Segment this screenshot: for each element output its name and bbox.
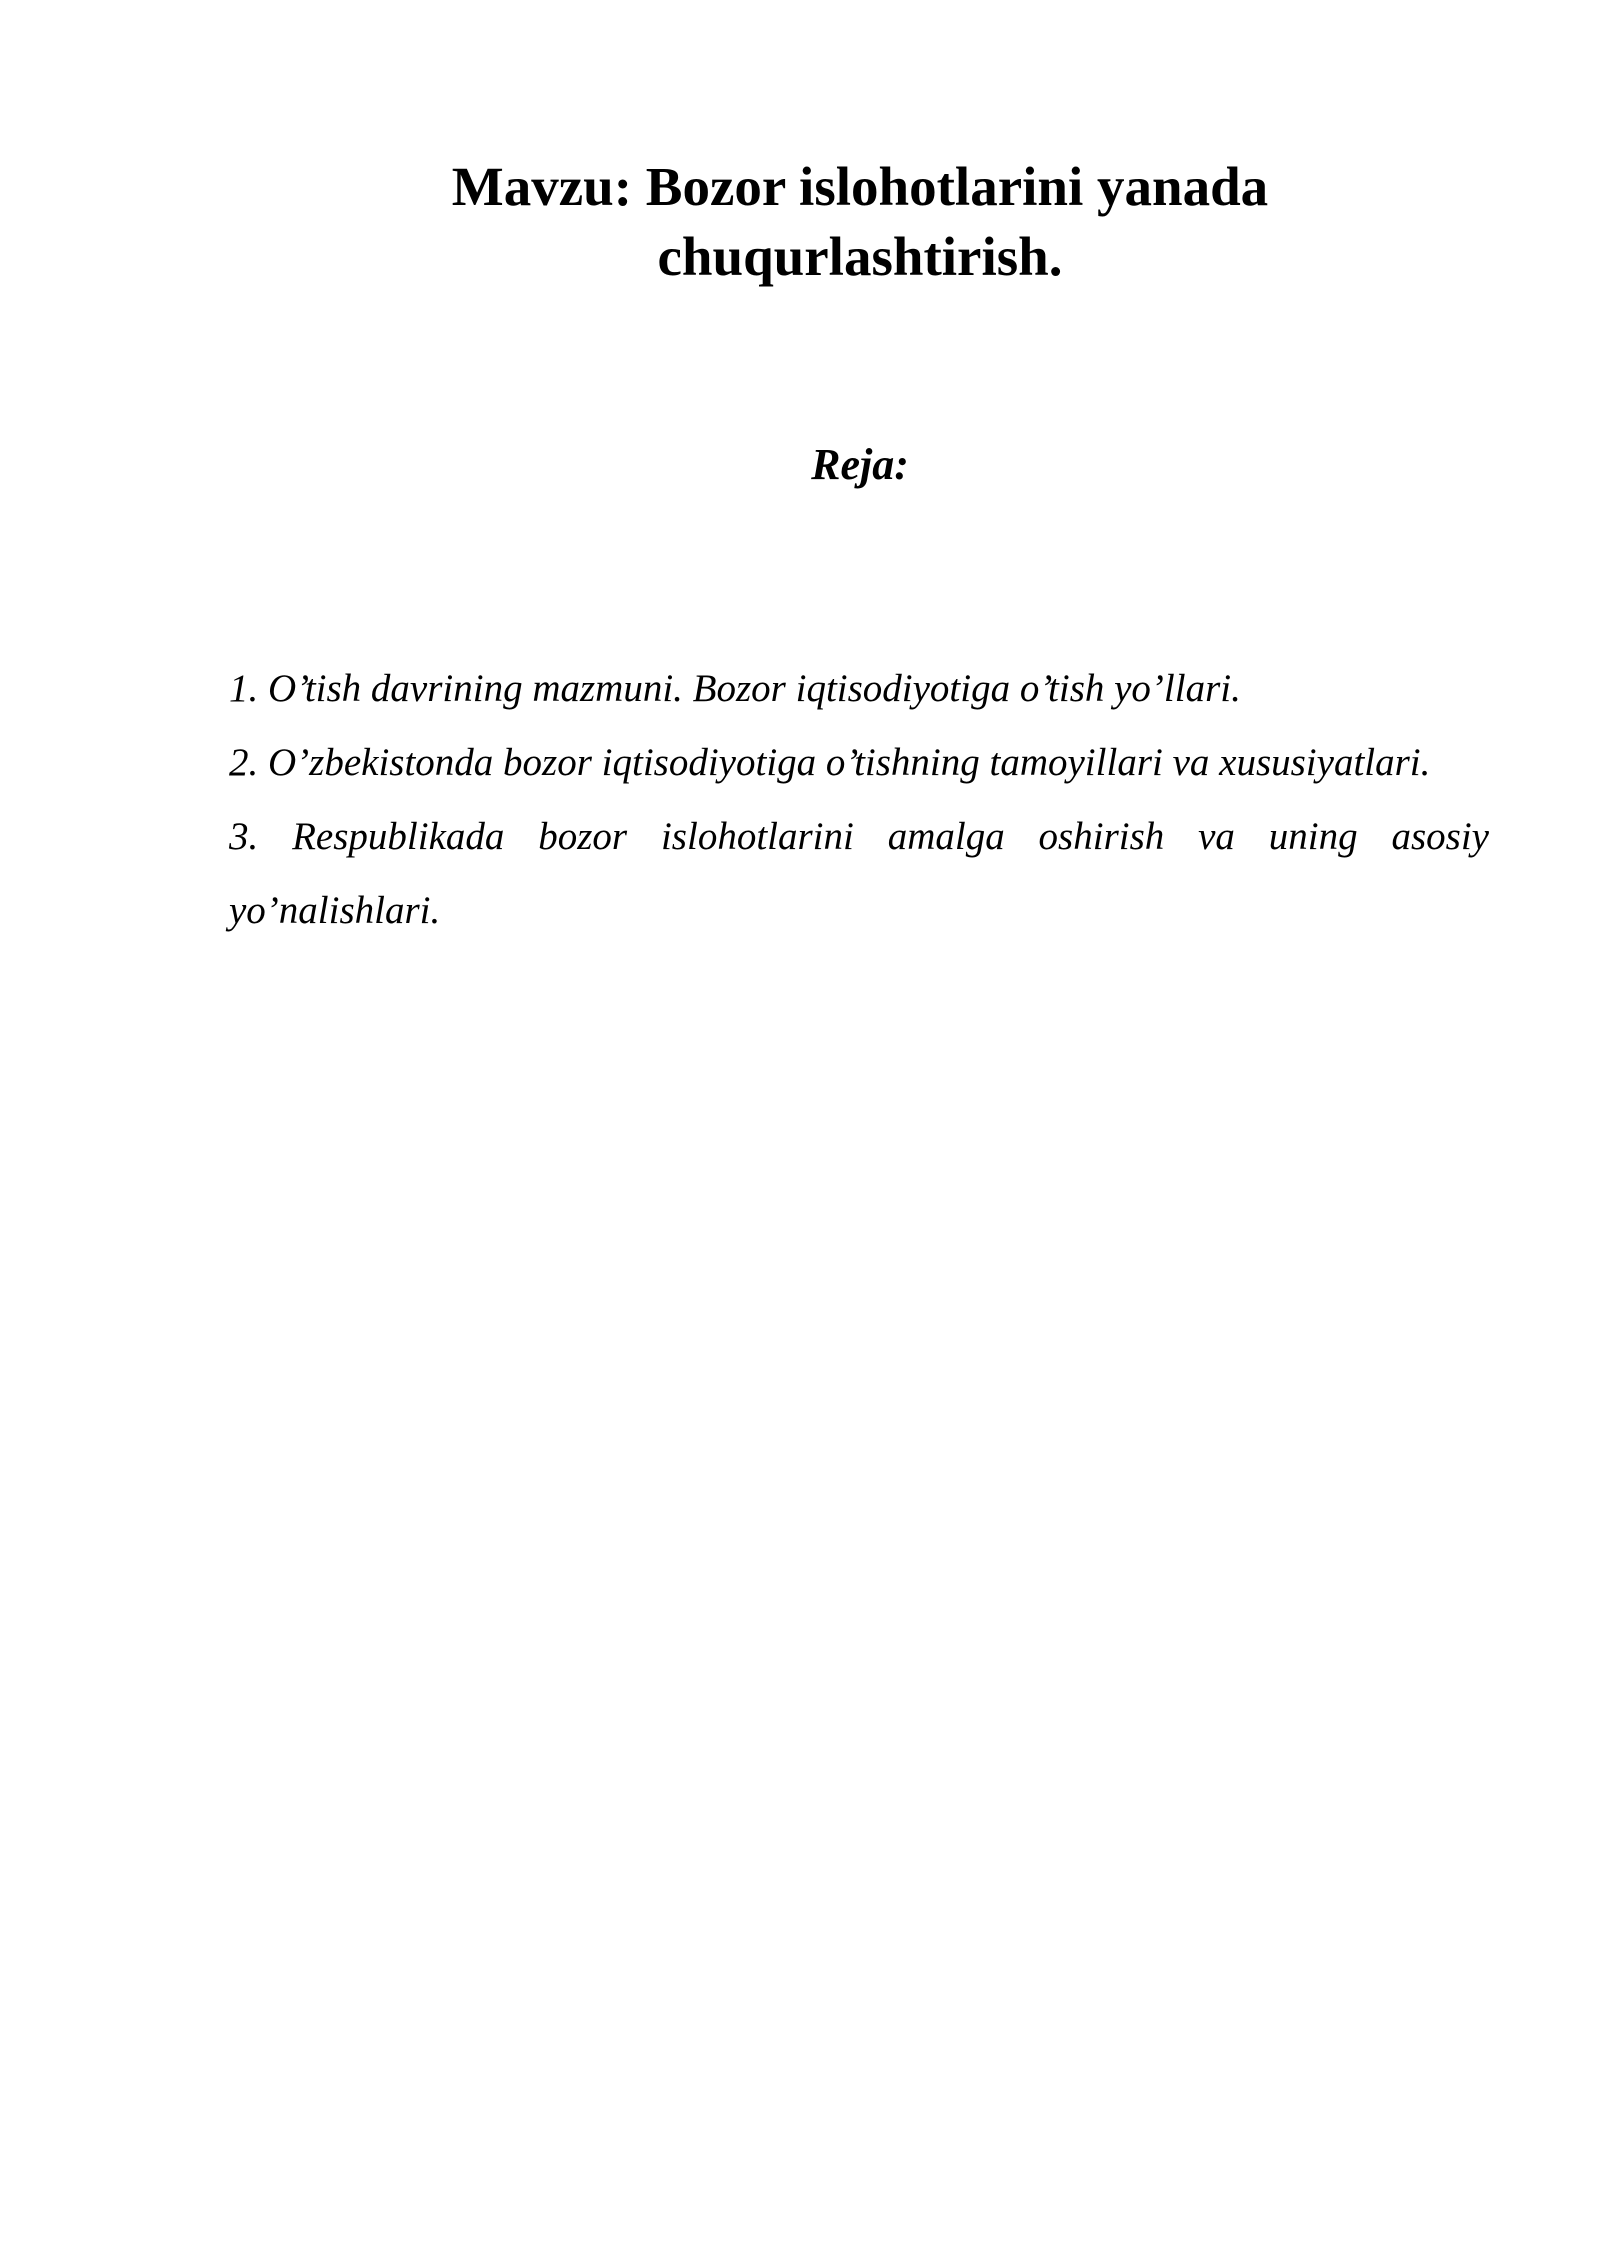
plan-item-2: 2. O’zbekistonda bozor iqtisodiyotiga o’tishning tamoyillari va xususiyatlari. [229,741,1431,784]
title-line-2: chuqurlashtirish. [657,226,1063,287]
title-line-1: Mavzu: Bozor islohotlarini yanada [451,156,1269,217]
plan-item-3: 3. Respublikada bozor islohotlarini amalga oshirish va uning asosiy yo’nalishlari. [229,815,1489,932]
plan-heading: Reja: [811,440,909,489]
plan-list [229,652,1489,948]
plan-item-1: 1. O’tish davrining mazmuni. Bozor iqtisodiyotiga o’tish yo’llari. [229,667,1241,710]
page-title [230,152,1490,292]
